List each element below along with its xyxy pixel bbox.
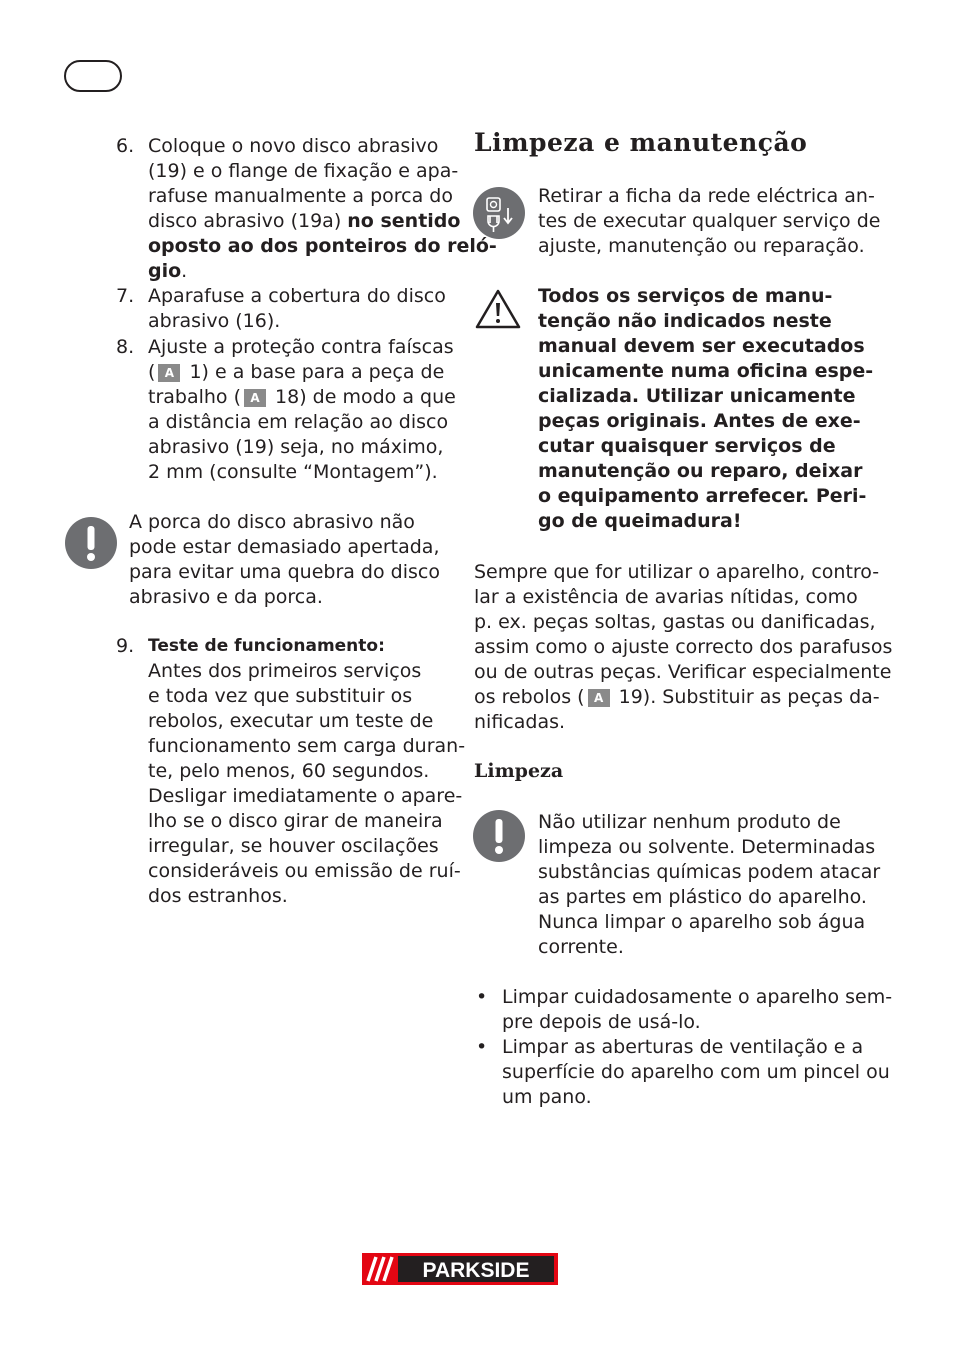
step6-emphasis: no sentido	[347, 210, 461, 232]
step9-line: dos estranhos.	[148, 885, 288, 907]
paragraph-line: Sempre que for utilizar o aparelho, contro-	[474, 561, 880, 583]
warning-line: cutar quaisquer serviços de	[538, 435, 836, 457]
step6-emphasis-line: oposto ao dos ponteiros do reló-	[148, 235, 497, 257]
step8-line: abrasivo (19) seja, no máximo,	[148, 436, 444, 458]
step9-title: Teste de funcionamento:	[148, 636, 385, 656]
step9-line: funcionamento sem carga duran-	[148, 735, 466, 757]
paragraph-line	[474, 685, 880, 710]
step8-line: 2 mm (consulte “Montagem”).	[148, 461, 438, 483]
cleaning-note-line: as partes em plástico do aparelho.	[538, 886, 867, 908]
step6-line: rafuse manualmente a porca do	[148, 185, 453, 207]
step6-emphasis: gio	[148, 260, 182, 282]
language-badge	[64, 60, 122, 92]
warning-line: manutenção ou reparo, deixar	[538, 460, 863, 482]
step9-line: Desligar imediatamente o apare-	[148, 785, 463, 807]
paragraph-line: ou de outras peças. Verificar especialmente	[474, 661, 892, 683]
unplug-note-line: ajuste, manutenção ou reparação.	[538, 235, 865, 257]
unplug-note-line: tes de executar qualquer serviço de	[538, 210, 881, 232]
step8-text: 1) e a base para a peça de	[183, 361, 445, 383]
paragraph-line: p. ex. peças soltas, gastas ou danificadas,	[474, 611, 876, 633]
bullet-marker: •	[476, 1036, 488, 1058]
bullet-line: um pano.	[502, 1086, 592, 1108]
logo-text: PARKSIDE	[422, 1259, 530, 1282]
section-heading: Limpeza e manutenção	[474, 128, 808, 157]
bullet-line: Limpar cuidadosamente o aparelho sem-	[502, 986, 893, 1008]
step6-line: Coloque o novo disco abrasivo	[148, 135, 439, 157]
step8-text: trabalho (	[148, 386, 242, 408]
step-number: 7.	[116, 285, 135, 307]
step6-line	[148, 259, 187, 284]
subsection-heading: Limpeza	[474, 760, 564, 782]
cleaning-note-line: limpeza ou solvente. Determinadas	[538, 836, 876, 858]
note-line: A porca do disco abrasivo não	[129, 511, 415, 533]
figure-a-badge: A	[158, 364, 180, 382]
step9-line: lho se o disco girar de maneira	[148, 810, 443, 832]
step8-line	[148, 360, 444, 385]
step-number: 8.	[116, 336, 135, 358]
exclamation-icon	[64, 516, 118, 570]
exclamation-icon	[472, 809, 526, 863]
warning-line: go de queimadura!	[538, 510, 742, 532]
note-line: abrasivo e da porca.	[129, 586, 323, 608]
step9-line: Antes dos primeiros serviços	[148, 660, 422, 682]
warning-line: tenção não indicados neste	[538, 310, 832, 332]
step6-line	[148, 209, 460, 234]
paragraph-text: os rebolos (	[474, 686, 585, 708]
warning-line: cializada. Utilizar unicamente	[538, 385, 856, 407]
step-number: 6.	[116, 135, 135, 157]
step6-text: .	[181, 260, 188, 282]
step-number: 9.	[116, 635, 135, 657]
bullet-marker: •	[476, 986, 488, 1008]
step7-line: Aparafuse a cobertura do disco	[148, 285, 446, 307]
cleaning-note-line: corrente.	[538, 936, 624, 958]
step9-line: consideráveis ou emissão de ruí-	[148, 860, 461, 882]
step6-text: disco abrasivo (19a)	[148, 210, 348, 232]
figure-a-badge: A	[244, 389, 266, 407]
unplug-icon	[472, 186, 526, 240]
step8-line	[148, 385, 456, 410]
bullet-line: pre depois de usá-lo.	[502, 1011, 701, 1033]
warning-line: unicamente numa oficina espe-	[538, 360, 874, 382]
step9-line: te, pelo menos, 60 segundos.	[148, 760, 430, 782]
step9-line: irregular, se houver oscilações	[148, 835, 439, 857]
warning-line: manual devem ser executados	[538, 335, 865, 357]
unplug-note-line: Retirar a ficha da rede eléctrica an-	[538, 185, 875, 207]
step9-line: rebolos, executar um teste de	[148, 710, 434, 732]
step8-text: (	[148, 361, 156, 383]
step8-line: a distância em relação ao disco	[148, 411, 449, 433]
step6-line: (19) e o flange de fixação e apa-	[148, 160, 459, 182]
figure-a-badge: A	[588, 689, 610, 707]
step8-line: Ajuste a proteção contra faíscas	[148, 336, 454, 358]
warning-line: Todos os serviços de manu-	[538, 285, 833, 307]
paragraph-text: 19). Substituir as peças da-	[612, 686, 880, 708]
step7-line: abrasivo (16).	[148, 310, 281, 332]
bullet-line: Limpar as aberturas de ventilação e a	[502, 1036, 864, 1058]
parkside-logo	[362, 1253, 558, 1285]
paragraph-line: lar a existência de avarias nítidas, como	[474, 586, 858, 608]
warning-line: peças originais. Antes de exe-	[538, 410, 861, 432]
note-line: pode estar demasiado apertada,	[129, 536, 440, 558]
paragraph-line: nificadas.	[474, 711, 566, 733]
bullet-line: superfície do aparelho com um pincel ou	[502, 1061, 890, 1083]
cleaning-note-line: Não utilizar nenhum produto de	[538, 811, 841, 833]
step9-line: e toda vez que substituir os	[148, 685, 413, 707]
cleaning-note-line: substâncias químicas podem atacar	[538, 861, 881, 883]
paragraph-line: assim como o ajuste correcto dos parafusos	[474, 636, 893, 658]
warning-triangle-icon	[474, 288, 522, 330]
note-line: para evitar uma quebra do disco	[129, 561, 440, 583]
cleaning-note-line: Nunca limpar o aparelho sob água	[538, 911, 866, 933]
warning-line: o equipamento arrefecer. Peri-	[538, 485, 867, 507]
step8-text: 18) de modo a que	[269, 386, 456, 408]
